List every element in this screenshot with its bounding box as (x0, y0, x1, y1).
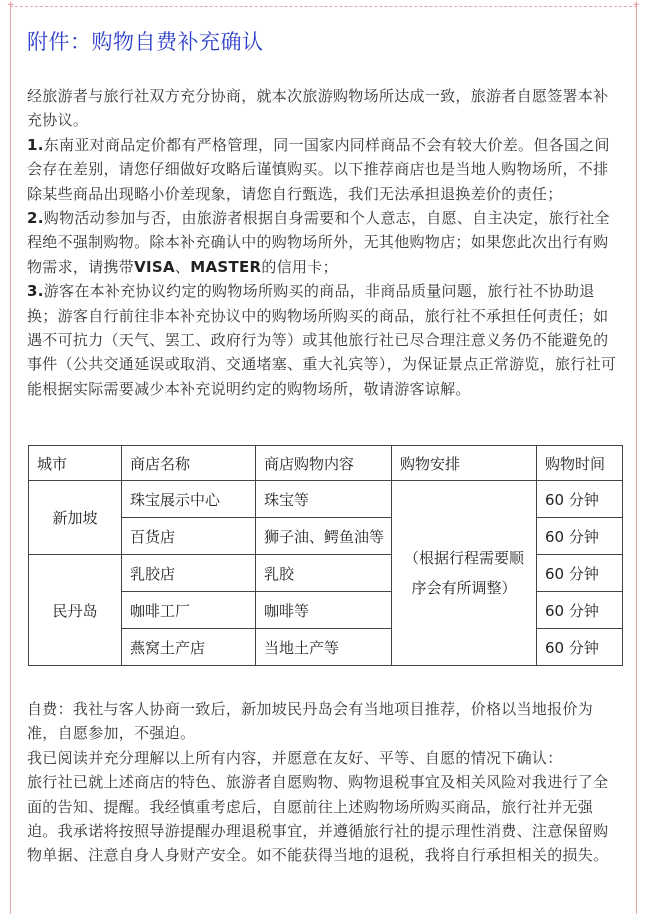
frame-corner-marker-right: + (632, 0, 640, 10)
item-2-text-end: 的信用卡； (261, 257, 338, 276)
item-1-number: 1. (27, 135, 44, 154)
header-shop-name: 商店名称 (122, 446, 256, 481)
confirmation-text: 旅行社已就上述商店的特色、旅游者自愿购物、购物退税事宜及相关风险对我进行了全面的告知、提醒。我经慎重考虑后，自愿前往上述购物场所购买商品，旅行社并无强迫。我承诺将按照导游提醒办理退税事宜，并遵循旅行社的提示理性消费、注意保留购物单据、注意自身人身财产安全。如不能获得当地的退税，我将自行承担相关的损失。 (27, 773, 609, 865)
shop-name-cell: 咖啡工厂 (122, 592, 256, 629)
shop-content-cell: 乳胶 (256, 555, 392, 592)
item-1-text: 东南亚对商品定价都有严格管理，同一国家内同样商品不会有较大价差。但各国之间会存在差别，请您仔细做好攻略后谨慎购买。以下推荐商店也是当地人购物场所，不排除某些商品出现略小价差现象，请您自行甄选，我们无法承担退换差价的责任； (27, 135, 610, 203)
shop-content-cell: 狮子油、鳄鱼油等 (256, 518, 392, 555)
city-cell: 民丹岛 (29, 555, 122, 666)
confirmation-lead: 我已阅读并充分理解以上所有内容，并愿意在友好、平等、自愿的情况下确认： (27, 748, 563, 767)
frame-corner-marker-left: + (7, 0, 15, 10)
shop-name-cell: 乳胶店 (122, 555, 256, 592)
time-cell: 60 分钟 (537, 481, 623, 518)
time-cell: 60 分钟 (537, 518, 623, 555)
table-header-row (29, 446, 623, 481)
city-cell: 新加坡 (29, 481, 122, 555)
time-cell: 60 分钟 (537, 555, 623, 592)
master-card: MASTER (190, 257, 262, 276)
agreement-body (27, 84, 623, 401)
visa-card: VISA (134, 257, 175, 276)
header-shop-content: 商店购物内容 (256, 446, 392, 481)
item-3 (27, 279, 623, 401)
table-row (29, 481, 623, 518)
shop-name-cell: 珠宝展示中心 (122, 481, 256, 518)
intro-paragraph: 经旅游者与旅行社双方充分协商，就本次旅游购物场所达成一致，旅游者自愿签署本补充协议。 (27, 87, 609, 130)
shop-content-cell: 咖啡等 (256, 592, 392, 629)
item-2-separator: 、 (174, 257, 191, 276)
header-time: 购物时间 (537, 446, 623, 481)
shopping-table (28, 445, 623, 666)
item-2 (27, 206, 623, 279)
item-2-text: 购物活动参加与否，由旅游者根据自身需要和个人意志，自愿、自主决定，旅行社全程绝不强制购物。除本补充确认中的购物场所外，无其他购物店；如果您此次出行有购物需求，请携带 (27, 209, 610, 276)
item-1 (27, 133, 623, 206)
item-2-number: 2. (27, 209, 44, 228)
shop-content-cell: 当地土产等 (256, 629, 392, 666)
header-arrangement: 购物安排 (392, 446, 537, 481)
item-3-number: 3. (27, 282, 44, 301)
arrangement-cell: （根据行程需要顺序会有所调整） (392, 481, 537, 666)
self-pay-note: 自费：我社与客人协商一致后，新加坡民丹岛会有当地项目推荐，价格以当地报价为准，自愿参加，不强迫。 (27, 700, 594, 743)
item-3-text: 游客在本补充协议约定的购物场所购买的商品，非商品质量问题，旅行社不协助退换；游客自行前往非本补充协议中的购物场所购买的商品，旅行社不承担任何责任；如遇不可抗力（天气、罢工、政府行为等）或其他旅行社已尽合理注意义务仍不能避免的事件（公共交通延误或取消、交通堵塞、重大礼宾等），为保证景点正常游览，旅行社可能根据实际需要减少本补充说明约定的购物场所，敬请游客谅解。 (27, 282, 617, 398)
shop-content-cell: 珠宝等 (256, 481, 392, 518)
time-cell: 60 分钟 (537, 629, 623, 666)
page-title: 附件：购物自费补充确认 (27, 30, 264, 54)
time-cell: 60 分钟 (537, 592, 623, 629)
shop-name-cell: 燕窝土产店 (122, 629, 256, 666)
confirmation-section (27, 697, 623, 868)
shop-name-cell: 百货店 (122, 518, 256, 555)
header-city: 城市 (29, 446, 122, 481)
